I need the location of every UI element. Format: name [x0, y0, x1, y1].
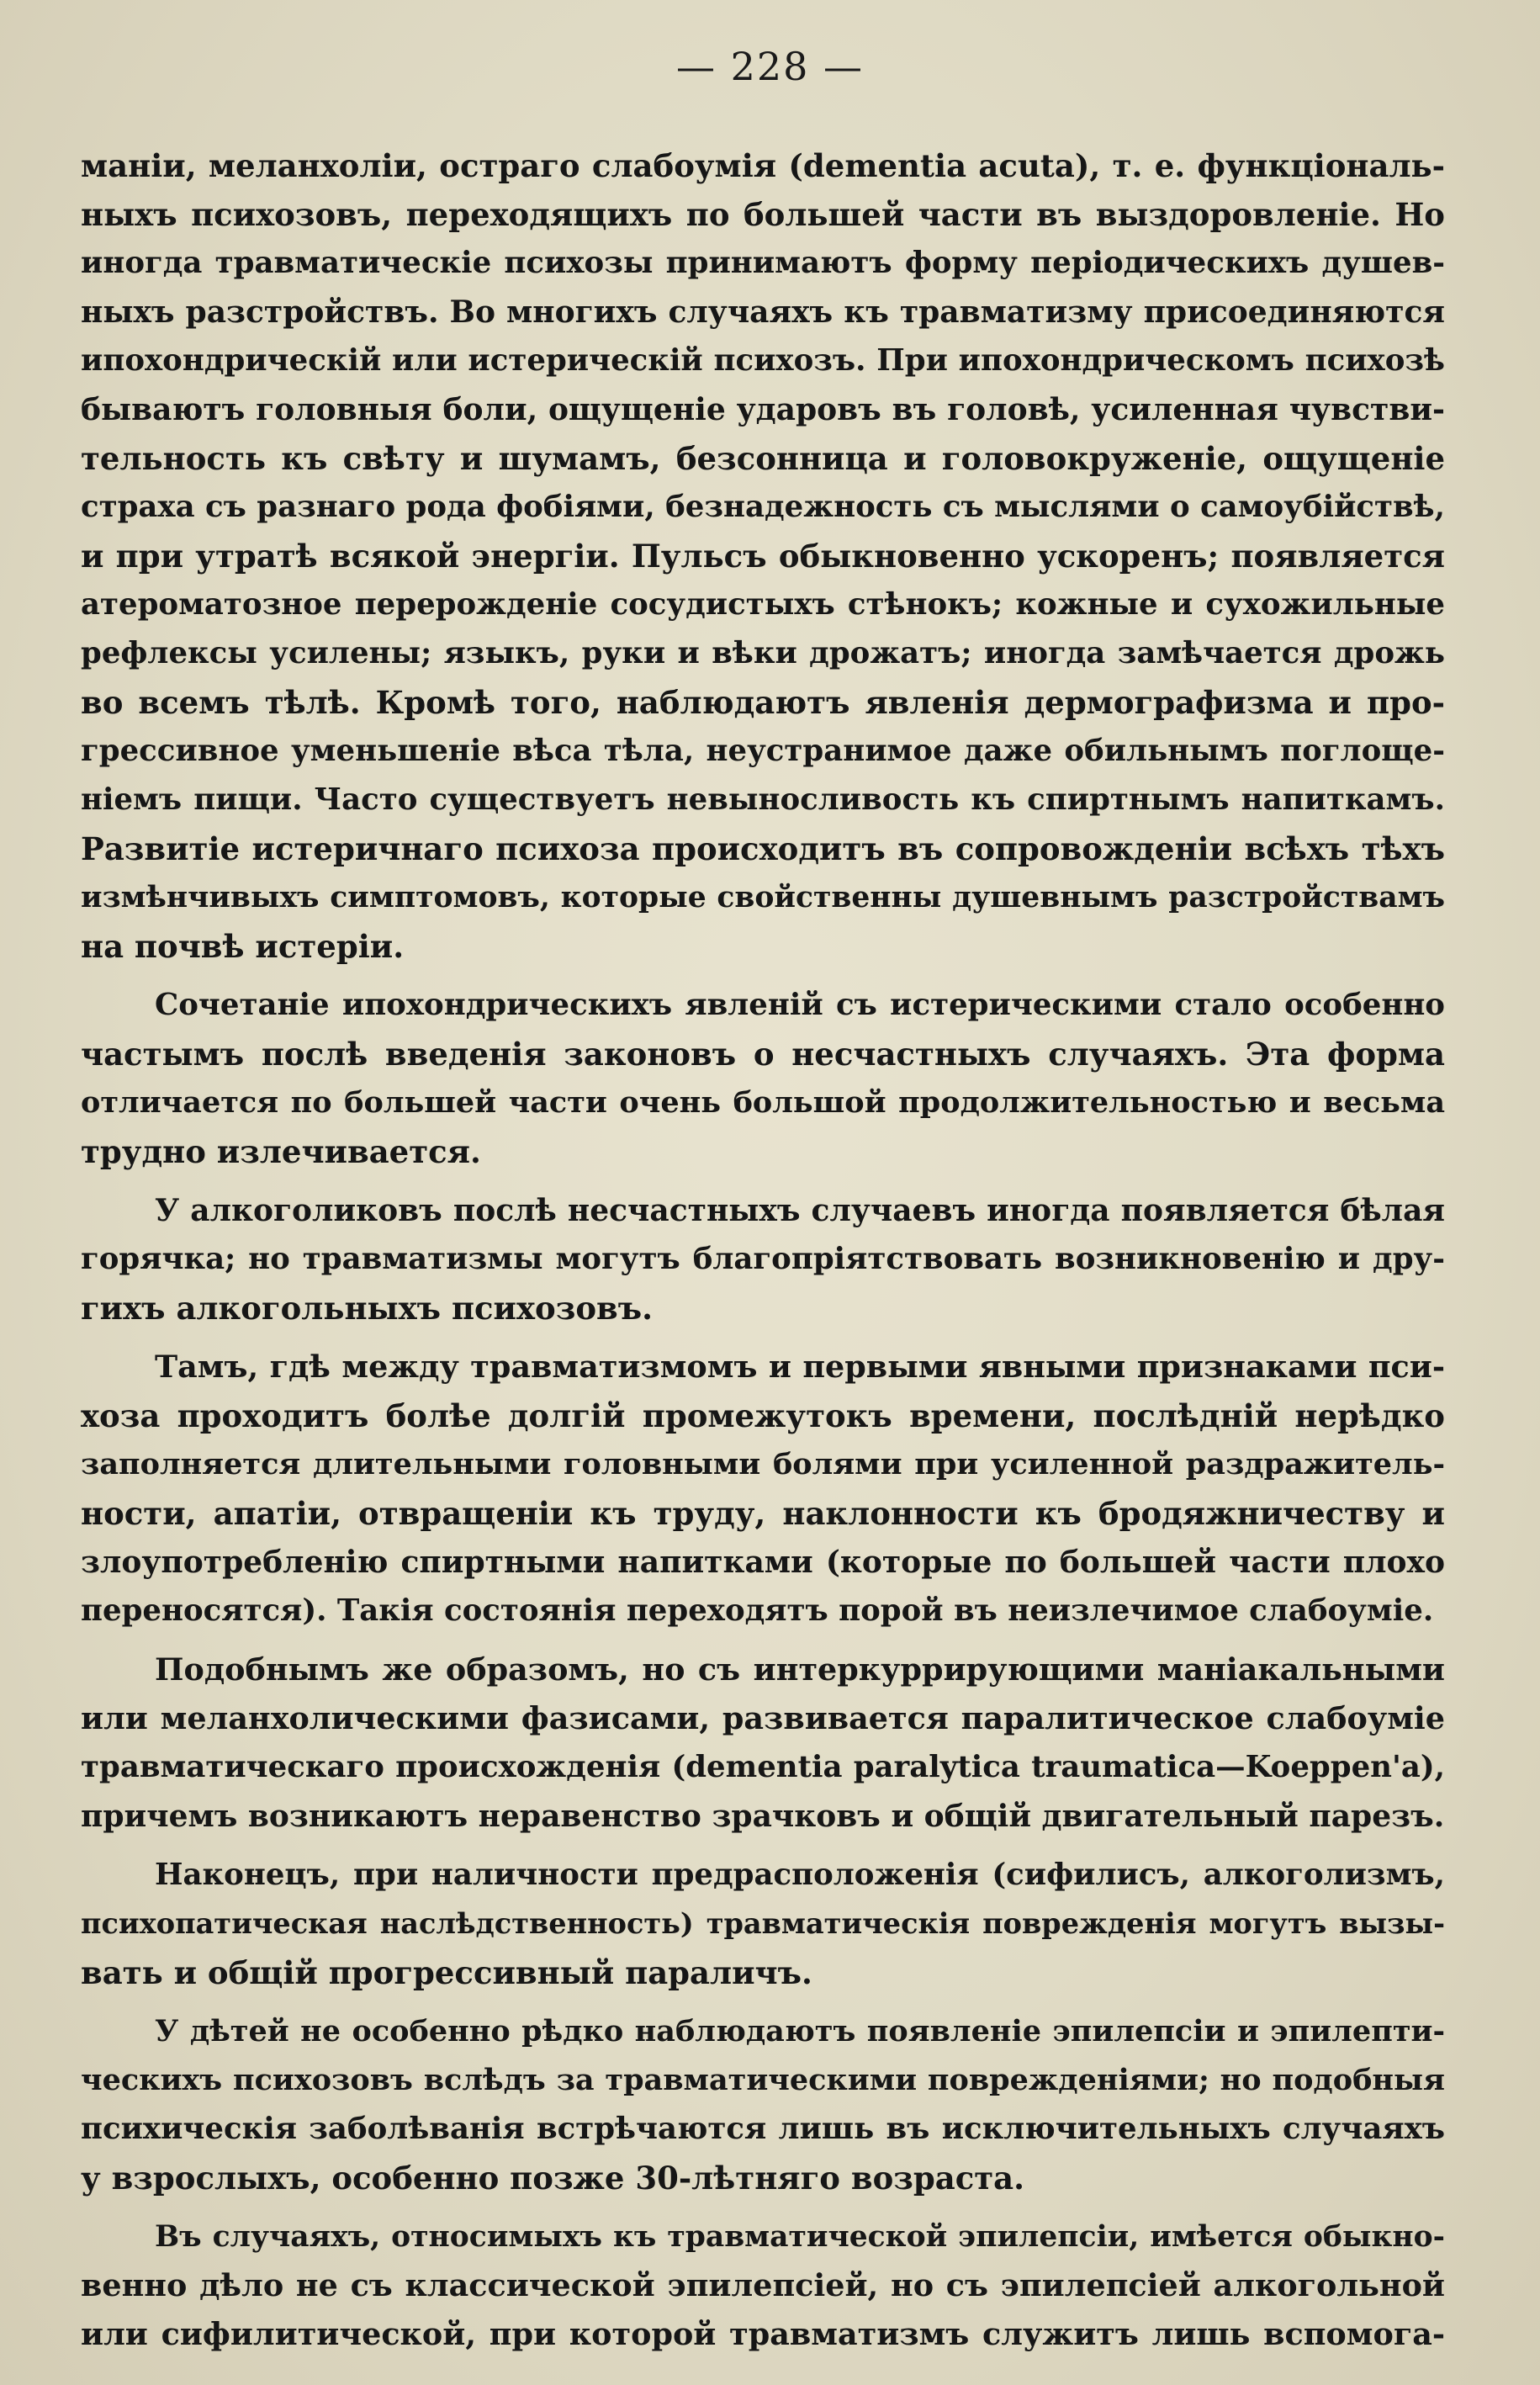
text-line: и при утратѣ всякой энергіи. Пульсъ обыкновенно ускоренъ; появляется [81, 538, 1445, 575]
text-line: горячка; но травматизмы могутъ благопріятствовать возникновенію и дру- [81, 1242, 1445, 1276]
text-line: измѣнчивыхъ симптомовъ, которые свойственны душевнымъ разстройствамъ [81, 881, 1445, 914]
text-line: отличается по большей части очень большой продолжительностью и весьма [81, 1085, 1445, 1120]
text-line: заполняется длительными головными болями при усиленной раздражитель- [81, 1447, 1445, 1481]
text-line: хоза проходитъ болѣе долгій промежутокъ времени, послѣдній нерѣдко [81, 1397, 1445, 1434]
text-line: ипохондрическій или истерическій психозъ. При ипохондрическомъ психозѣ [81, 343, 1445, 378]
text-line: вать и общій прогрессивный параличъ. [81, 1954, 812, 1991]
text-line: тельность къ свѣту и шумамъ, безсонница и головокруженіе, ощущеніе [81, 440, 1445, 477]
text-line: иногда травматическіе психозы принимаютъ форму періодическихъ душев- [81, 246, 1445, 280]
text-line: У алкоголиковъ послѣ несчастныхъ случаевъ иногда появляется бѣлая [155, 1193, 1445, 1228]
paragraph [81, 1646, 1445, 1841]
text-line: ныхъ психозовъ, переходящихъ по большей части въ выздоровленіе. Но [81, 196, 1445, 233]
text-line: переносятся). Такія состоянія переходятъ порой въ неизлечимое слабоуміе. [81, 1593, 1434, 1628]
text-line: или сифилитической, при которой травматизмъ служитъ лишь вспомога- [81, 2316, 1445, 2352]
text-line: У дѣтей не особенно рѣдко наблюдаютъ появленіе эпилепсіи и эпилепти- [155, 2014, 1445, 2048]
text-line: Развитіе истеричнаго психоза происходитъ въ сопровожденіи всѣхъ тѣхъ [81, 830, 1445, 867]
text-line: страха съ разнаго рода фобіями, безнадежность съ мыслями о самоубійствѣ, [81, 490, 1445, 524]
text-line: на почвѣ истеріи. [81, 928, 405, 965]
text-line: гихъ алкогольныхъ психозовъ. [81, 1290, 654, 1327]
text-line: во всемъ тѣлѣ. Кромѣ того, наблюдаютъ явленія дермографизма и про- [81, 684, 1445, 721]
text-line: атероматозное перерожденіе сосудистыхъ стѣнокъ; кожные и сухожильные [81, 587, 1445, 622]
text-line: злоупотребленію спиртными напитками (которые по большей части плохо [81, 1545, 1445, 1580]
paragraph [81, 1851, 1445, 1997]
text-line: Наконецъ, при наличности предрасположенія (сифилисъ, алкоголизмъ, [155, 1858, 1445, 1892]
text-line: венно дѣло не съ классической эпилепсіей, но съ эпилепсіей алкогольной [81, 2267, 1445, 2303]
text-line: или меланхолическими фазисами, развивается паралитическое слабоуміе [81, 1700, 1445, 1736]
paragraph [81, 981, 1445, 1176]
text-line: бываютъ головныя боли, ощущеніе ударовъ въ головѣ, усиленная чувстви- [81, 392, 1445, 427]
text-line: Въ случаяхъ, относимыхъ къ травматической эпилепсіи, имѣется обыкно- [155, 2220, 1445, 2254]
text-line: Подобнымъ же образомъ, но съ интеркуррирующими маніакальными [155, 1651, 1445, 1688]
text-line: у взрослыхъ, особенно позже 30-лѣтняго возраста. [81, 2160, 1025, 2197]
paragraph [81, 141, 1445, 971]
text-line: Тамъ, гдѣ между травматизмомъ и первыми явными признаками пси- [155, 1349, 1445, 1385]
text-line: ческихъ психозовъ вслѣдъ за травматическими поврежденіями; но подобныя [81, 2063, 1445, 2097]
text-line: грессивное уменьшеніе вѣса тѣла, неустранимое даже обильнымъ поглоще- [81, 734, 1445, 768]
text-line: ности, апатіи, отвращеніи къ труду, наклонности къ бродяжничеству и [81, 1495, 1445, 1532]
paragraph [81, 2213, 1445, 2359]
text-line: травматическаго происхожденія (dementia paralytica traumatica—Koeppen'a), [81, 1750, 1445, 1784]
text-line: Сочетаніе ипохондрическихъ явленій съ истерическими стало особенно [155, 988, 1445, 1022]
paragraph [81, 1186, 1445, 1333]
text-line: трудно излечивается. [81, 1133, 481, 1170]
text-line: ныхъ разстройствъ. Во многихъ случаяхъ къ травматизму присоединяются [81, 294, 1445, 330]
paragraph [81, 1343, 1445, 1635]
text-line: маніи, меланхоліи, остраго слабоумія (dementia acuta), т. е. функціональ- [81, 147, 1445, 184]
text-line: психопатическая наслѣдственность) травматическія поврежденія могутъ вызы- [81, 1907, 1445, 1940]
text-line: ніемъ пищи. Часто существуетъ невыносливость къ спиртнымъ напиткамъ. [81, 782, 1445, 817]
page-number: — 228 — [675, 44, 865, 89]
paragraph [81, 2007, 1445, 2202]
text-line: психическія заболѣванія встрѣчаются лишь въ исключительныхъ случаяхъ [81, 2112, 1445, 2146]
text-line: причемъ возникаютъ неравенство зрачковъ и общій двигательный парезъ. [81, 1799, 1445, 1834]
body-text [81, 141, 1445, 2359]
text-line: рефлексы усилены; языкъ, руки и вѣки дрожатъ; иногда замѣчается дрожь [81, 636, 1445, 670]
text-line: частымъ послѣ введенія законовъ о несчастныхъ случаяхъ. Эта форма [81, 1036, 1445, 1073]
